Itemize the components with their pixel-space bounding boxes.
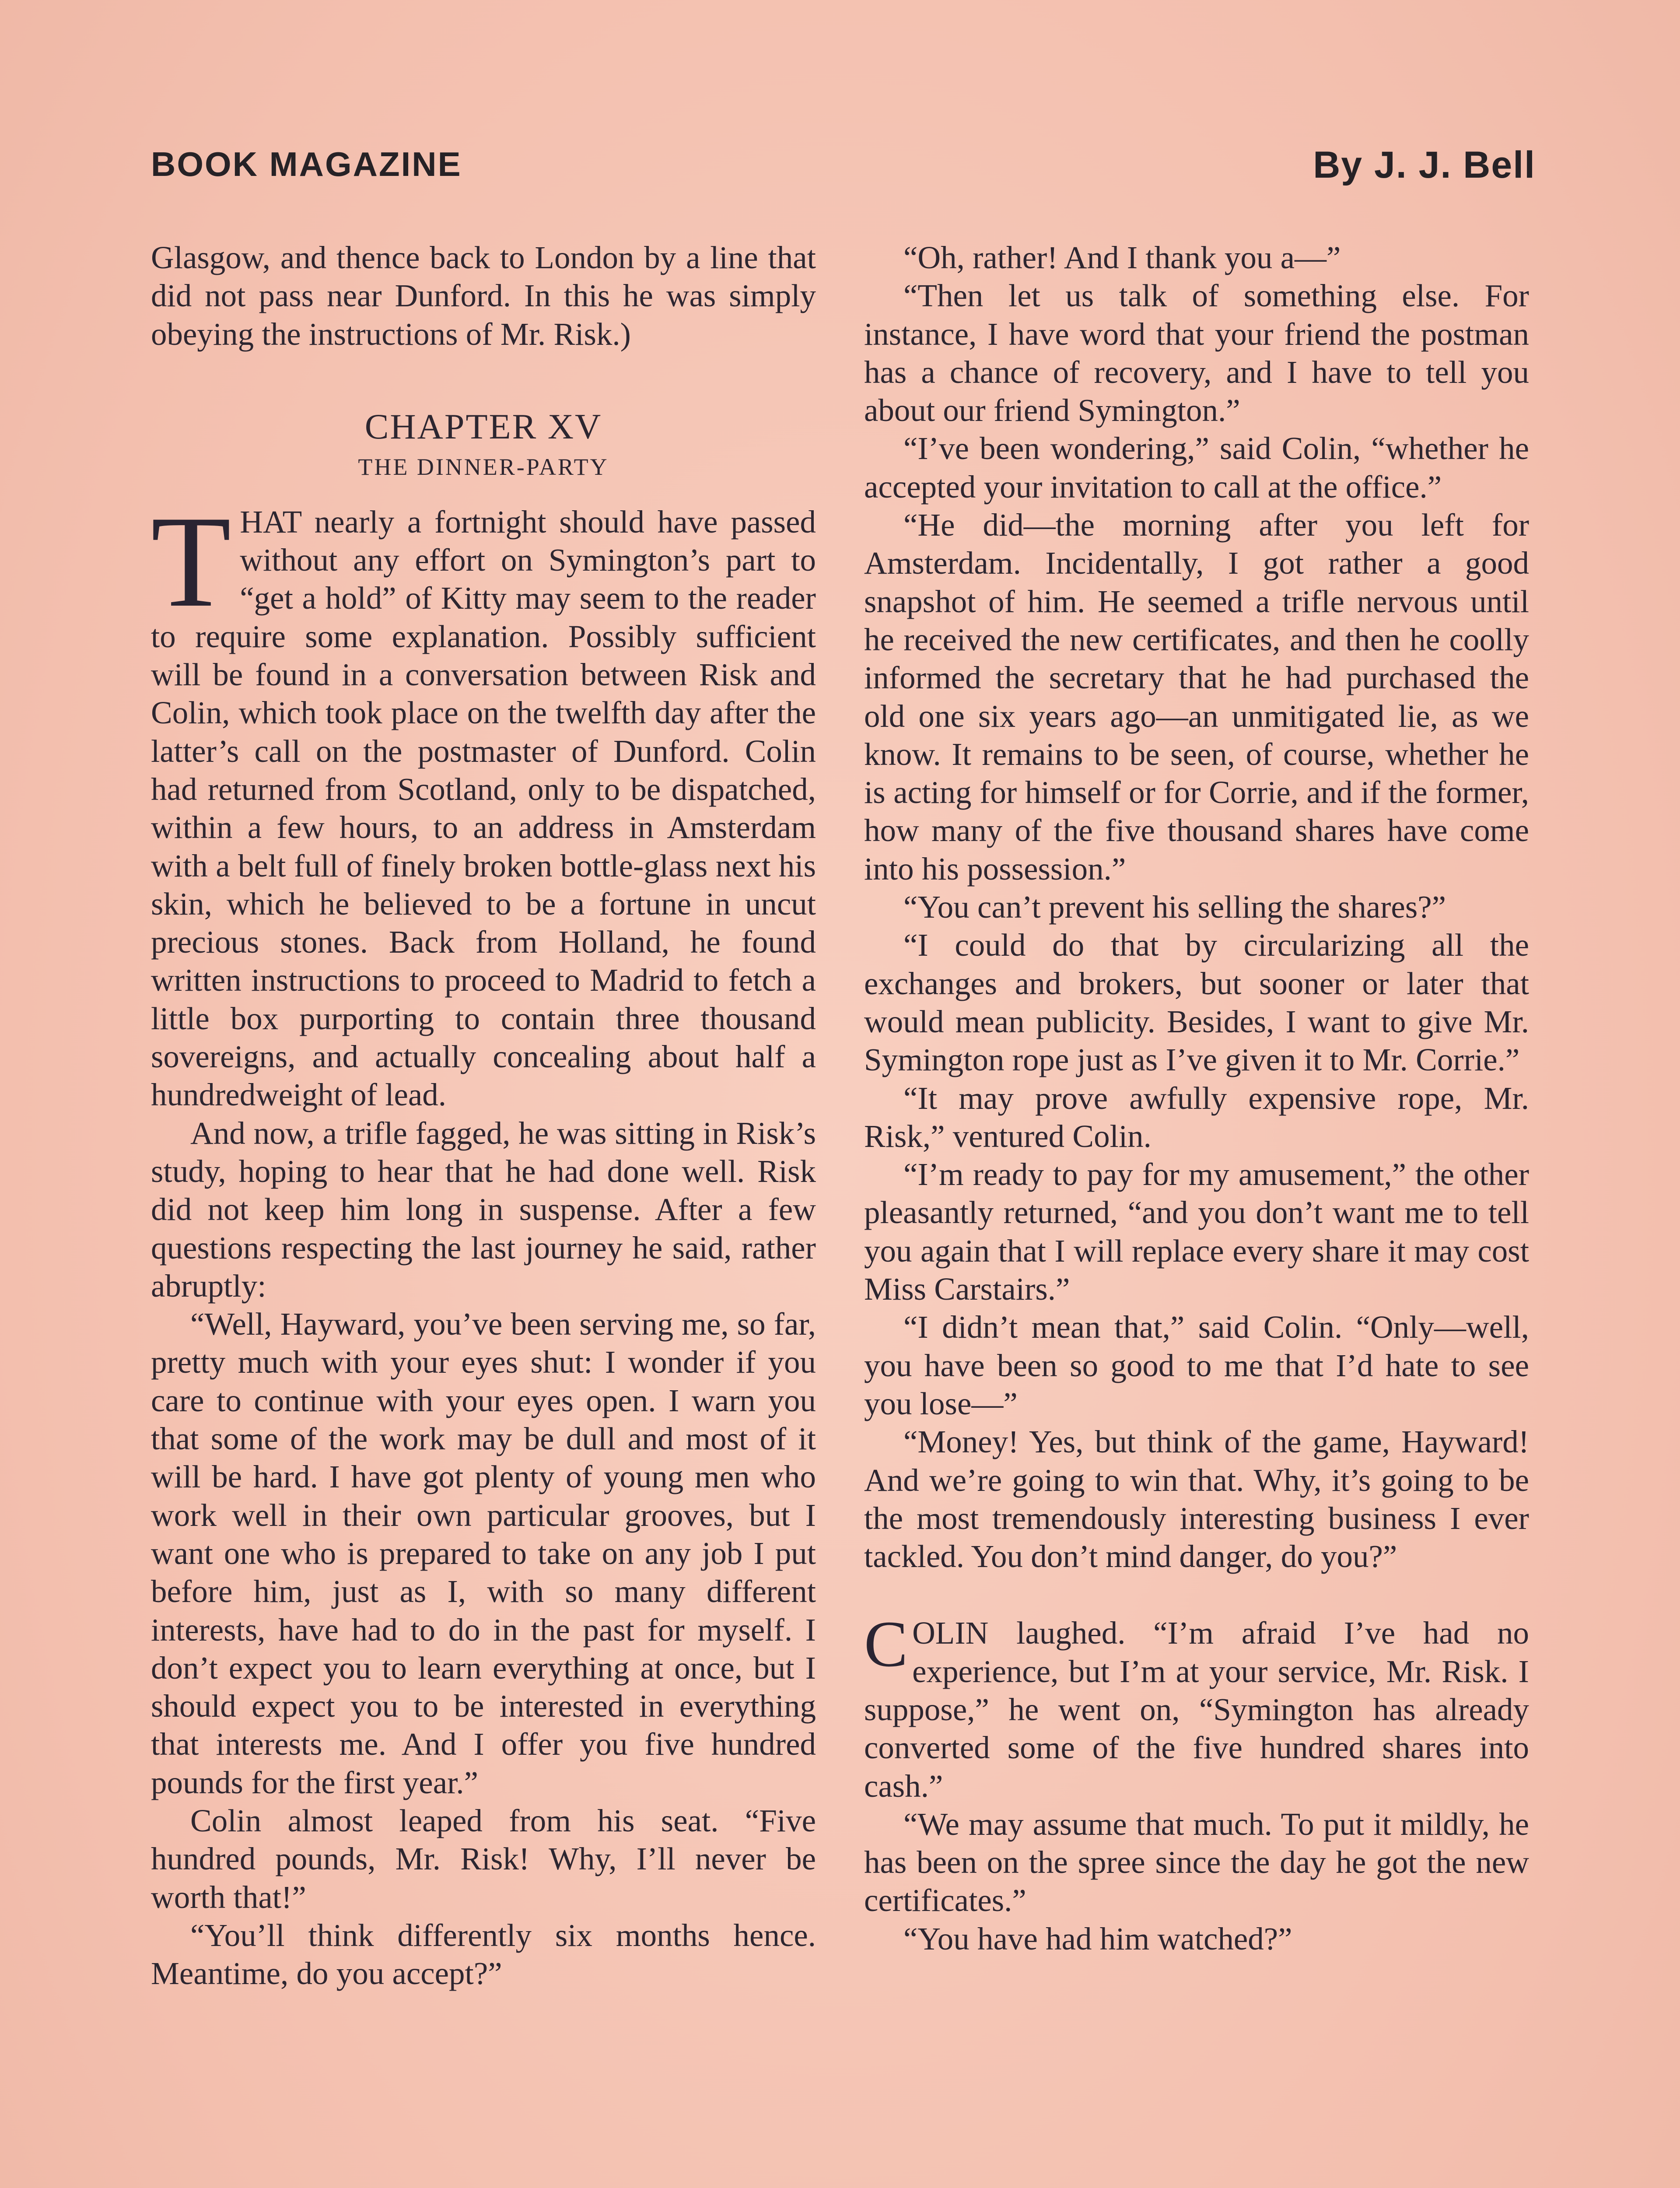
drop-cap-letter: T	[151, 488, 231, 634]
paragraph: “You’ll think differently six months hence. Meantime, do you accept?”	[151, 1917, 816, 1992]
paragraph: “Money! Yes, but think of the game, Hayward! And we’re going to win that. Why, it’s going to be the most tremendously interesting business I ever tackled. You don’t mind danger, do you?”	[864, 1424, 1529, 1574]
paragraph-text: OLIN laughed. “I’m afraid I’ve had no experience, but I’m at your service, Mr. Risk. I suppose,” he went on, “Symington has already converted some of the five hundred shares into cash.”	[864, 1615, 1529, 1804]
left-text-column	[151, 238, 816, 1992]
paragraph: “You have had him watched?”	[903, 1921, 1292, 1957]
paragraph: “You can’t prevent his selling the shares?”	[903, 889, 1446, 925]
paragraph: “Well, Hayward, you’ve been serving me, so far, pretty much with your eyes shut: I wonder if you care to continue with your eyes open. I warn you that some of the work may be dull and most of it will be hard. I have got plenty of young men who work well in their own particular grooves, but I want one who is prepared to take on any job I put before him, just as I, with so many different interests, have had to do in the past for myself. I don’t expect you to learn everything at once, but I should expect you to be interested in everything that interests me. And I offer you five hundred pounds for the first year.”	[151, 1306, 816, 1800]
drop-cap-letter: C	[864, 1608, 908, 1681]
paragraph: “We may assume that much. To put it mildly, he has been on the spree since the day he got the new certificates.”	[864, 1806, 1529, 1918]
author-byline: By J. J. Bell	[1313, 144, 1536, 186]
paragraph: Colin almost leaped from his seat. “Five hundred pounds, Mr. Risk! Why, I’ll never be worth that!”	[151, 1802, 816, 1915]
paragraph: “He did—the morning after you left for Amsterdam. Incidentally, I got rather a good snapshot of him. He seemed a trifle nervous until he received the new certificates, and then he coolly informed the secretary that he had purchased the old one six years ago—an unmitigated lie, as we know. It remains to be seen, of course, whether he is acting for himself or for Corrie, and if the former, how many of the five thousand shares have come into his possession.”	[864, 507, 1529, 887]
right-text-column	[864, 238, 1529, 1958]
chapter-title: CHAPTER XV	[364, 406, 602, 446]
paragraph: “I didn’t mean that,” said Colin. “Only—well, you have been so good to me that I’d hate to see you lose—”	[864, 1309, 1529, 1421]
paragraph: “I could do that by circularizing all the exchanges and brokers, but sooner or later that would mean publicity. Besides, I want to give Mr. Symington rope just as I’ve given it to Mr. Corrie.”	[864, 927, 1529, 1078]
paragraph-with-drop-cap	[151, 488, 816, 1114]
paragraph-text: HAT nearly a fortnight should have passed without any effort on Symington’s part to “get a hold” of Kitty may seem to the reader to require some explanation. Possibly sufficient will be found in a conversation between Risk and Colin, which took place on the twelfth day after the latter’s call on the postmaster of Dunford. Colin had returned from Scotland, only to be dispatched, within a few hours, to an address in Amsterdam with a belt full of finely broken bottle-glass next his skin, which he believed to be a fortune in uncut precious stones. Back from Holland, he found written instructions to proceed to Madrid to fetch a little box purporting to contain three thousand sovereigns, and actually concealing about half a hundredweight of lead.	[151, 504, 816, 1113]
paragraph: “I’m ready to pay for my amusement,” the other pleasantly returned, “and you don’t want me to tell you again that I will replace every share it may cost Miss Carstairs.”	[864, 1157, 1529, 1307]
paragraph: “I’ve been wondering,” said Colin, “whether he accepted your invitation to call at the office.”	[864, 431, 1529, 505]
paragraph: “Oh, rather! And I thank you a—”	[903, 240, 1341, 275]
paragraph: “Then let us talk of something else. For instance, I have word that your friend the postman has a chance of recovery, and I have to tell you about our friend Symington.”	[864, 278, 1529, 428]
chapter-subtitle: THE DINNER-PARTY	[358, 453, 609, 480]
paragraph: “It may prove awfully expensive rope, Mr. Risk,” ventured Colin.	[864, 1080, 1529, 1154]
paragraph: And now, a trifle fagged, he was sitting in Risk’s study, hoping to hear that he had done well. Risk did not keep him long in suspense. After a few questions respecting the last journey he said, rather abruptly:	[151, 1115, 816, 1304]
magazine-title: BOOK MAGAZINE	[151, 145, 462, 183]
paragraph-with-drop-cap	[864, 1608, 1529, 1805]
paragraph: Glasgow, and thence back to London by a line that did not pass near Dunford. In this he was simply obeying the instructions of Mr. Risk.)	[151, 240, 816, 352]
